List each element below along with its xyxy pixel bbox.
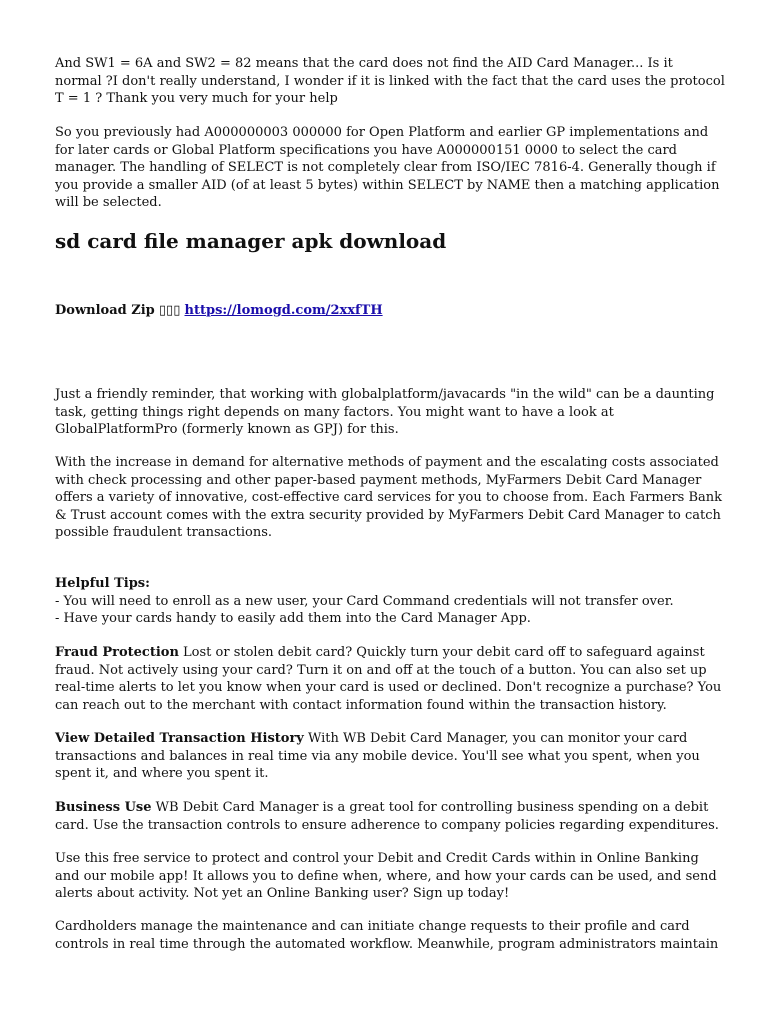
text-line: normal ?I don't really understand, I wonder if it is linked with the fact that the card uses the protocol [55, 73, 725, 89]
paragraph-business-use [55, 799, 719, 834]
download-label: Download Zip [55, 303, 155, 318]
tip-item: - Have your cards handy to easily add them into the Card Manager App. [55, 611, 531, 627]
text-line: Just a friendly reminder, that working with globalplatform/javacards "in the wild" can be a daunting [55, 387, 715, 402]
paragraph-sw-question [55, 55, 725, 108]
text-line: with check processing and other paper-based payment methods, MyFarmers Debit Card Manager [55, 472, 702, 488]
text-line: real-time alerts to let you know when your card is used or declined. Don't recognize a purchase? You [55, 680, 722, 696]
text-line: alerts about activity. Not yet an Online Banking user? Sign up today! [55, 886, 510, 902]
paragraph-aid-answer [55, 124, 719, 212]
text-line: can reach out to the merchant with contact information found within the transaction history. [55, 697, 667, 713]
paragraph-free-service [55, 850, 717, 903]
paragraph-reminder [55, 386, 714, 439]
text-line: WB Debit Card Manager is a great tool for controlling business spending on a debit [151, 800, 709, 815]
text-line: offers a variety of innovative, cost-effective card services for you to choose from. Each Farmers Bank [55, 490, 723, 506]
paragraph-payment-methods [55, 454, 722, 542]
paragraph-cardholders [55, 918, 718, 953]
text-line: for later cards or Global Platform specifications you have A000000151 0000 to select the card [55, 142, 678, 158]
text-line: Use this free service to protect and control your Debit and Credit Cards within in Online Banking [55, 851, 699, 866]
paragraph-transaction-history [55, 730, 700, 783]
text-line: you provide a smaller AID (of at least 5 bytes) within SELECT by NAME then a matching application [55, 177, 720, 193]
placeholder-glyphs: ▯▯▯ [158, 303, 181, 318]
text-line: With WB Debit Card Manager, you can monitor your card [303, 731, 688, 746]
text-line: & Trust account comes with the extra security provided by MyFarmers Debit Card Manager to catch [55, 507, 721, 523]
business-title: Business Use [55, 800, 152, 815]
tips-title: Helpful Tips: [55, 576, 150, 591]
text-line: controls in real time through the automated workflow. Meanwhile, program administrators maintain [55, 936, 719, 952]
text-line: task, getting things right depends on many factors. You might want to have a look at [55, 404, 614, 420]
text-line: And SW1 = 6A and SW2 = 82 means that the card does not find the AID Card Manager... Is it [55, 56, 673, 71]
text-line: Lost or stolen debit card? Quickly turn your debit card off to safeguard against [178, 645, 705, 660]
tip-item: - You will need to enroll as a new user, your Card Command credentials will not transfer over. [55, 593, 674, 609]
text-line: Cardholders manage the maintenance and can initiate change requests to their profile and card [55, 919, 690, 934]
text-line: fraud. Not actively using your card? Turn it on and off at the touch of a button. You can also set up [55, 662, 707, 678]
fraud-title: Fraud Protection [55, 645, 179, 660]
text-line: card. Use the transaction controls to ensure adherence to company policies regarding expenditures. [55, 817, 719, 833]
helpful-tips [55, 575, 674, 628]
text-line: and our mobile app! It allows you to define when, where, and how your cards can be used, and send [55, 868, 717, 884]
text-line: possible fraudulent transactions. [55, 525, 273, 541]
text-line: will be selected. [55, 195, 162, 211]
text-line: transactions and balances in real time via any mobile device. You'll see what you spent, when you [55, 748, 700, 764]
text-line: So you previously had A000000003 000000 for Open Platform and earlier GP implementations and [55, 125, 709, 140]
text-line: T = 1 ? Thank you very much for your help [55, 91, 338, 107]
download-line [55, 302, 383, 320]
paragraph-fraud-protection [55, 644, 721, 714]
download-link[interactable]: https://lomogd.com/2xxfTH [184, 303, 383, 318]
text-line: GlobalPlatformPro (formerly known as GPJ) for this. [55, 422, 399, 438]
history-title: View Detailed Transaction History [55, 731, 304, 746]
page-heading: sd card file manager apk download [55, 229, 447, 253]
text-line: manager. The handling of SELECT is not completely clear from ISO/IEC 7816-4. Generally though if [55, 160, 716, 176]
text-line: With the increase in demand for alternative methods of payment and the escalating costs associated [55, 455, 719, 470]
text-line: spent it, and where you spent it. [55, 766, 269, 782]
